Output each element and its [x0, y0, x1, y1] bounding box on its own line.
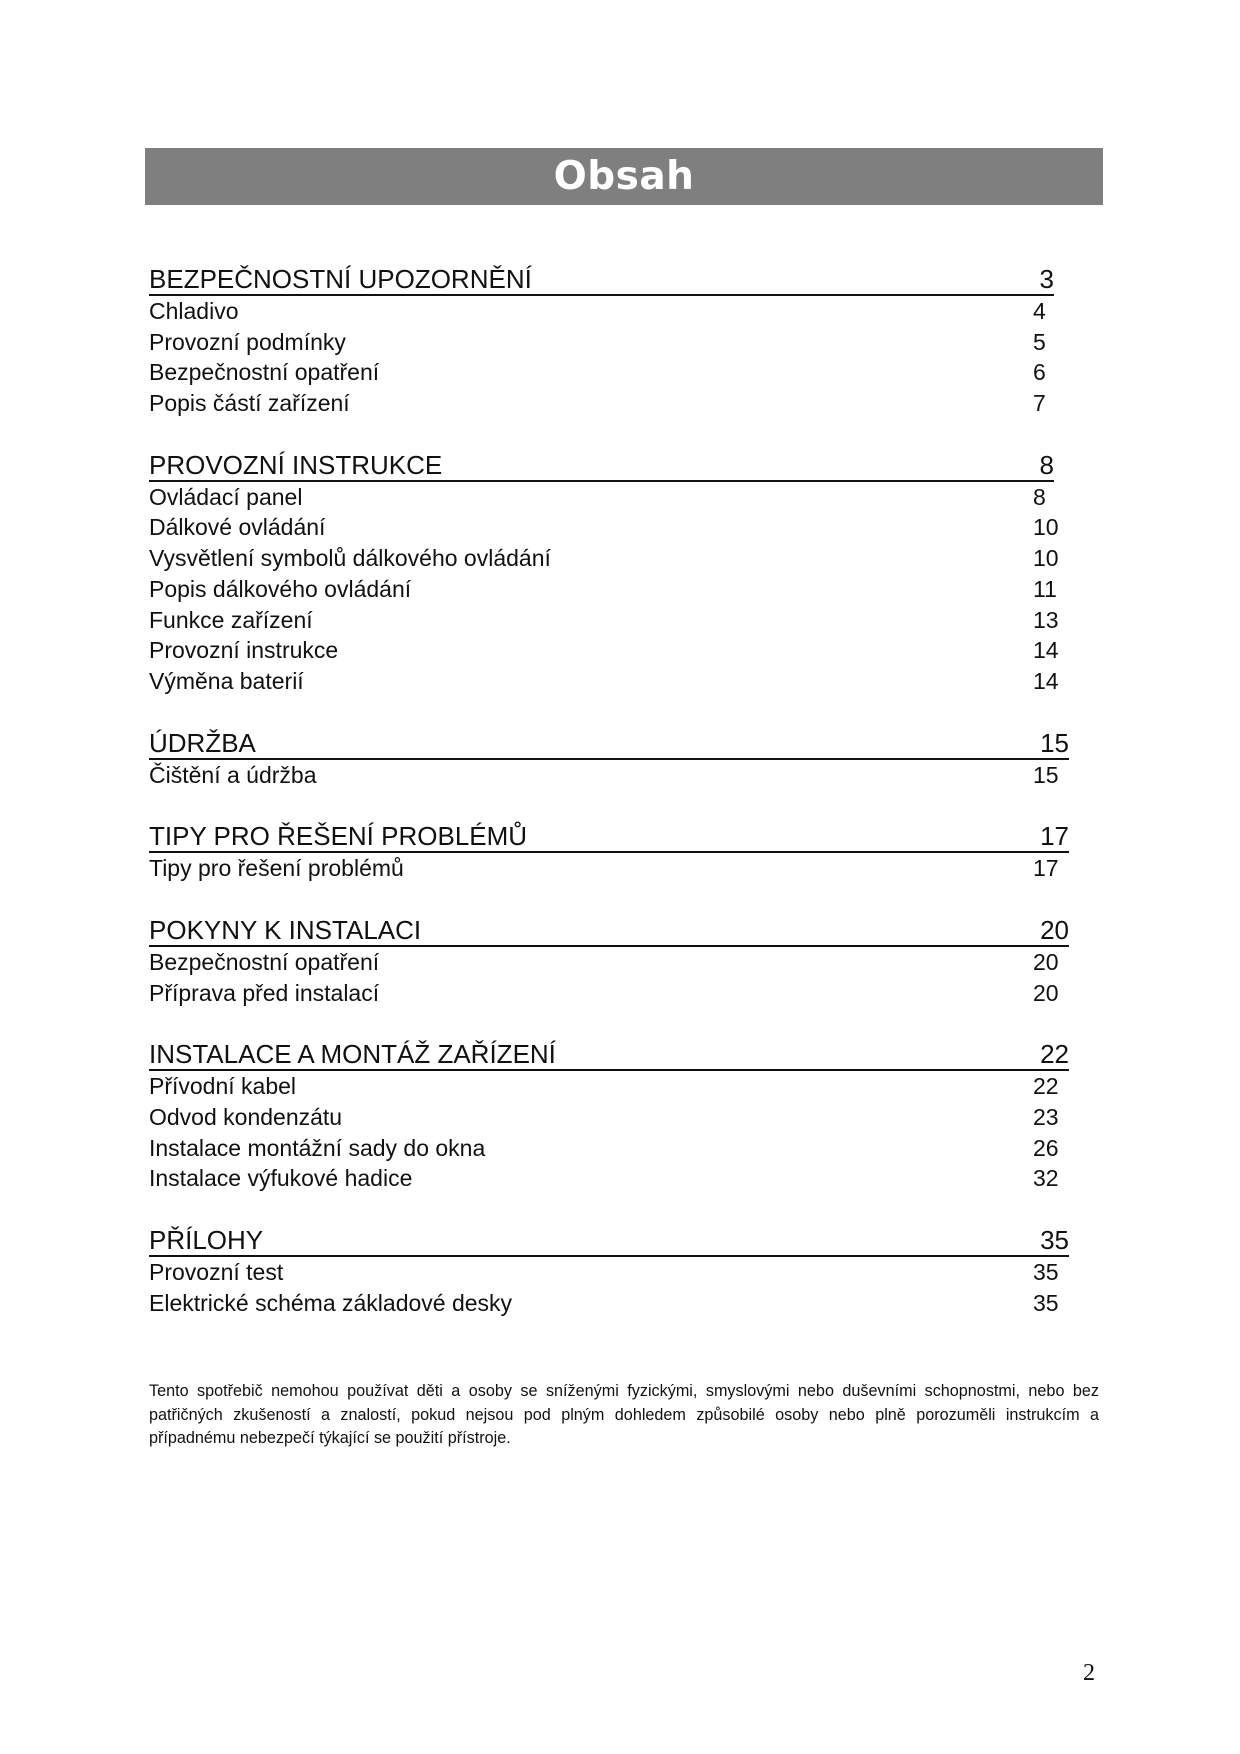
entry-page: 20	[1033, 979, 1059, 1006]
section-page-number: 20	[1040, 914, 1069, 945]
toc-section	[149, 915, 1069, 1008]
entry-label: Ovládací panel	[149, 483, 303, 510]
toc-section	[149, 728, 1069, 791]
section-page-number: 15	[1040, 727, 1069, 758]
entry-page: 35	[1033, 1259, 1059, 1286]
entry-page: 14	[1033, 667, 1059, 694]
entry-label: Instalace výfukové hadice	[149, 1165, 413, 1192]
entry-page: 32	[1033, 1165, 1059, 1192]
safety-notice: Tento spotřebič nemohou používat děti a osoby se sníženými fyzickými, smyslovými nebo duševními schopnostmi, nebo bez patřičných zkušeností a znalostí, pokud nejsou pod plným dohledem způsobilé osoby nebo plně porozuměli instrukcím a případnému nebezpečí týkající se použití přístroje.	[149, 1382, 1099, 1447]
entry-label: Provozní test	[149, 1259, 284, 1286]
section-title: POKYNY K INSTALACI	[149, 914, 422, 945]
page-number: 2	[1083, 1660, 1095, 1686]
entry-page: 5	[1033, 328, 1046, 355]
toc-entry[interactable]	[149, 1257, 1069, 1288]
toc-entry[interactable]	[149, 1133, 1069, 1164]
entry-page: 20	[1033, 948, 1059, 975]
toc-entry[interactable]	[149, 1071, 1069, 1102]
toc-entry[interactable]	[149, 666, 1069, 697]
entry-page: 13	[1033, 606, 1059, 633]
entry-page: 4	[1033, 298, 1046, 324]
toc-section-heading[interactable]	[149, 915, 1069, 947]
toc-entry[interactable]	[149, 853, 1069, 884]
section-title: PROVOZNÍ INSTRUKCE	[149, 449, 443, 480]
entry-page: 35	[1033, 1289, 1059, 1316]
toc-section-heading[interactable]	[149, 1225, 1069, 1257]
entry-label: Odvod kondenzátu	[149, 1104, 343, 1130]
section-page-number: 17	[1040, 821, 1069, 852]
toc-entry[interactable]	[149, 1102, 1069, 1133]
toc-entry[interactable]	[149, 543, 1069, 574]
toc-entry[interactable]	[149, 635, 1069, 666]
section-title: TIPY PRO ŘEŠENÍ PROBLÉMŮ	[149, 821, 528, 852]
entry-page: 7	[1033, 390, 1046, 417]
entry-page: 17	[1033, 855, 1059, 882]
entry-label: Vysvětlení symbolů dálkového ovládání	[149, 545, 551, 572]
toc-entry[interactable]	[149, 327, 1069, 358]
toc-entry[interactable]	[149, 296, 1069, 327]
section-title: PŘÍLOHY	[149, 1225, 264, 1256]
toc-section	[149, 1225, 1069, 1318]
toc-entry[interactable]	[149, 574, 1069, 605]
entry-label: Dálkové ovládání	[149, 514, 326, 541]
entry-label: Přívodní kabel	[149, 1073, 297, 1100]
entry-page: 14	[1033, 637, 1059, 664]
entry-page: 11	[1033, 575, 1057, 602]
toc-entry[interactable]	[149, 605, 1069, 636]
entry-page: 6	[1033, 359, 1046, 386]
toc-entry[interactable]	[149, 978, 1069, 1009]
toc-section-heading[interactable]	[149, 821, 1069, 853]
toc-entry[interactable]	[149, 760, 1069, 791]
entry-page: 15	[1033, 761, 1059, 788]
toc-entry[interactable]	[149, 388, 1069, 419]
entry-label: Výměna baterií	[149, 667, 304, 694]
entry-page: 8	[1033, 483, 1046, 510]
toc-entry[interactable]	[149, 1163, 1069, 1194]
toc-entry[interactable]	[149, 1288, 1069, 1319]
toc-section-heading[interactable]	[149, 1039, 1069, 1071]
entry-page: 10	[1033, 545, 1059, 572]
section-page-number: 3	[1039, 264, 1054, 294]
entry-page: 23	[1033, 1104, 1059, 1130]
toc-section	[149, 1039, 1069, 1194]
toc-section-heading[interactable]	[149, 450, 1054, 482]
toc-section	[149, 821, 1069, 884]
toc-entry[interactable]	[149, 512, 1069, 543]
entry-label: Příprava před instalací	[149, 979, 380, 1006]
entry-label: Popis částí zařízení	[149, 390, 350, 417]
entry-label: Bezpečnostní opatření	[149, 359, 380, 386]
section-page-number: 22	[1040, 1039, 1069, 1070]
toc-entry[interactable]	[149, 357, 1069, 388]
entry-label: Provozní podmínky	[149, 328, 346, 355]
page-title: Obsah	[145, 148, 1103, 205]
toc-section-heading[interactable]	[149, 728, 1069, 760]
toc-entry[interactable]	[149, 482, 1069, 513]
toc-section-heading[interactable]	[149, 264, 1054, 296]
entry-label: Chladivo	[149, 298, 239, 324]
entry-label: Tipy pro řešení problémů	[149, 855, 404, 882]
entry-label: Instalace montážní sady do okna	[149, 1134, 486, 1161]
toc-entry[interactable]	[149, 947, 1069, 978]
entry-label: Elektrické schéma základové desky	[149, 1289, 513, 1316]
entry-label: Čištění a údržba	[149, 761, 317, 788]
entry-label: Provozní instrukce	[149, 637, 339, 664]
toc-section	[149, 450, 1069, 697]
entry-page: 22	[1033, 1073, 1059, 1100]
section-title: BEZPEČNOSTNÍ UPOZORNĚNÍ	[149, 264, 532, 294]
section-title: INSTALACE A MONTÁŽ ZAŘÍZENÍ	[149, 1039, 556, 1070]
section-page-number: 35	[1040, 1225, 1069, 1256]
section-page-number: 8	[1039, 449, 1054, 480]
entry-label: Popis dálkového ovládání	[149, 575, 412, 602]
section-title: ÚDRŽBA	[149, 727, 256, 758]
entry-label: Funkce zařízení	[149, 606, 313, 633]
entry-page: 10	[1033, 514, 1059, 541]
entry-label: Bezpečnostní opatření	[149, 948, 380, 975]
toc-section	[149, 264, 1069, 419]
table-of-contents	[149, 264, 1069, 1349]
entry-page: 26	[1033, 1134, 1059, 1161]
